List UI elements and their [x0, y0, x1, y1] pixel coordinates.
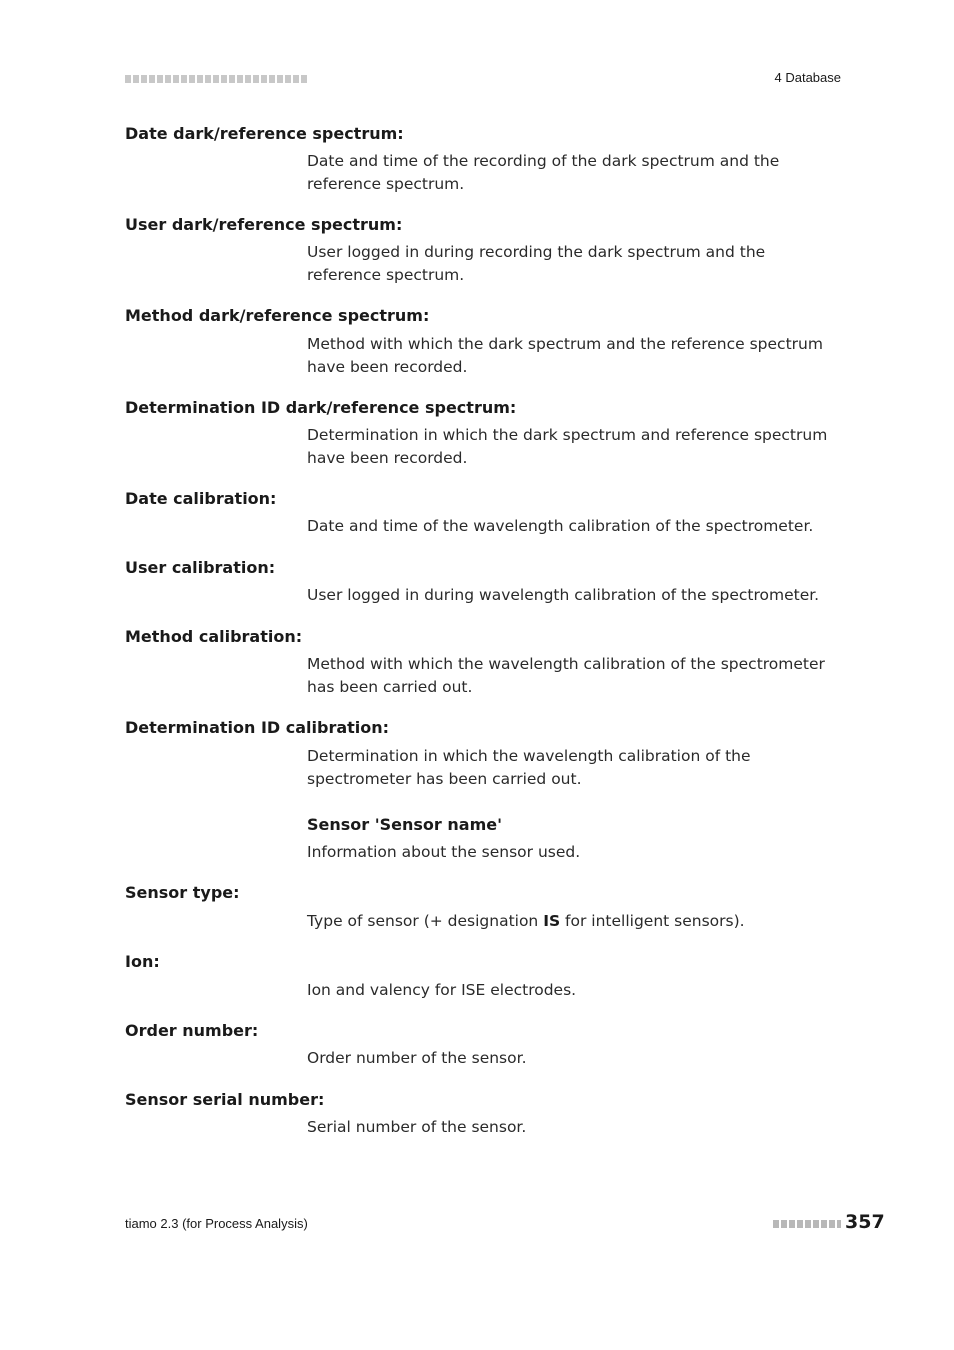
sensor-section-desc: Information about the sensor used. [307, 843, 581, 861]
chapter-title: 4 Database [774, 70, 841, 85]
desc-sensor-type-bold: IS [543, 912, 561, 930]
term-method-dark-reference: Method dark/reference spectrum: [125, 306, 430, 325]
desc-determination-id-dark-reference: Determination in which the dark spectrum and reference spectrum have been recorded. [307, 426, 828, 467]
desc-sensor-type-after: for intelligent sensors). [560, 912, 745, 930]
term-ion: Ion: [125, 952, 160, 971]
footer-decoration [773, 1220, 841, 1228]
term-determination-id-calibration: Determination ID calibration: [125, 718, 390, 737]
term-sensor-type: Sensor type: [125, 883, 240, 902]
desc-date-dark-reference: Date and time of the recording of the dark spectrum and the reference spectrum. [307, 152, 780, 193]
term-determination-id-dark-reference: Determination ID dark/reference spectrum: [125, 398, 517, 417]
desc-sensor-serial-number: Serial number of the sensor. [307, 1118, 527, 1136]
term-user-dark-reference: User dark/reference spectrum: [125, 215, 403, 234]
page-number: 357 [845, 1211, 885, 1233]
term-method-calibration: Method calibration: [125, 627, 303, 646]
desc-order-number: Order number of the sensor. [307, 1049, 527, 1067]
desc-user-calibration: User logged in during wavelength calibration of the spectrometer. [307, 586, 820, 604]
term-order-number: Order number: [125, 1021, 259, 1040]
desc-sensor-type-before: Type of sensor (+ designation [307, 912, 544, 930]
desc-ion: Ion and valency for ISE electrodes. [307, 981, 577, 999]
desc-date-calibration: Date and time of the wavelength calibration of the spectrometer. [307, 517, 814, 535]
term-date-calibration: Date calibration: [125, 489, 277, 508]
header-decoration [125, 75, 307, 83]
sensor-section-heading: Sensor 'Sensor name' [307, 815, 502, 834]
footer-product: tiamo 2.3 (for Process Analysis) [125, 1216, 308, 1231]
term-user-calibration: User calibration: [125, 558, 276, 577]
desc-user-dark-reference: User logged in during recording the dark spectrum and the reference spectrum. [307, 243, 766, 284]
desc-method-dark-reference: Method with which the dark spectrum and the reference spectrum have been recorded. [307, 335, 823, 376]
desc-determination-id-calibration: Determination in which the wavelength calibration of the spectrometer has been carried out. [307, 747, 751, 788]
desc-method-calibration: Method with which the wavelength calibration of the spectrometer has been carried out. [307, 655, 825, 696]
term-date-dark-reference: Date dark/reference spectrum: [125, 124, 404, 143]
desc-sensor-type [307, 910, 837, 933]
term-sensor-serial-number: Sensor serial number: [125, 1090, 325, 1109]
